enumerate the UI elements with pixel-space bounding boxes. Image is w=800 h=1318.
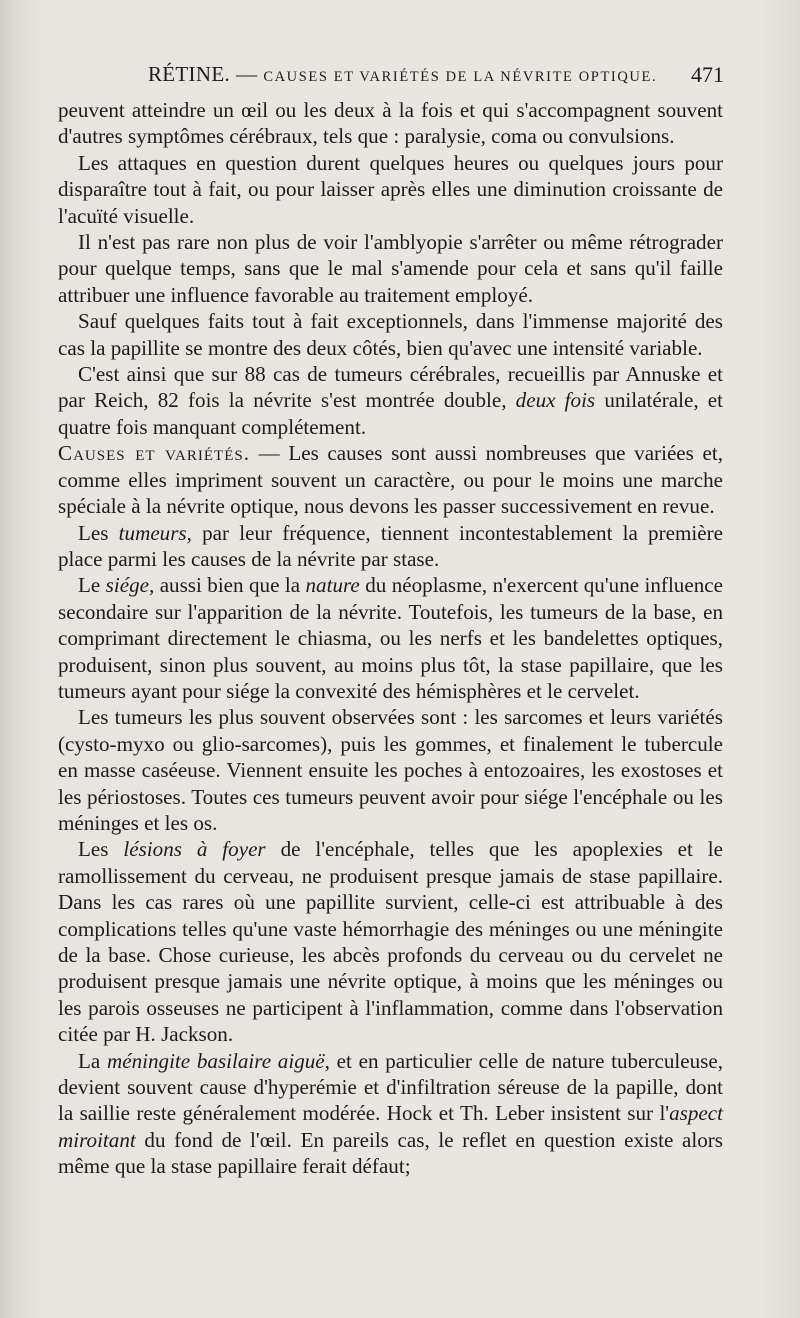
paragraph-9: Les tumeurs les plus souvent observées sont : les sarcomes et leurs variétés (cysto-myxo ou glio-sarcomes), puis les gommes, et finalement le tubercule en masse caséeuse. Viennent ensuite les poches à entozoaires, les exostoses et les périostoses. Toutes ces tumeurs peuvent avoir pour siége l'encéphale ou les méninges et les os. — [58, 705, 723, 835]
running-title — [148, 62, 657, 87]
paragraph-11-text-a: La — [78, 1048, 101, 1073]
running-header — [0, 62, 800, 90]
paragraph-11-italic-2: aspect miroitant — [58, 1101, 723, 1152]
paragraph-8-text-b: aussi bien que la — [159, 573, 301, 598]
paragraph-5 — [58, 361, 723, 440]
paragraph-7-text-b: par leur fréquence, tiennent incontestablement la première place parmi les causes de la névrite par stase. — [58, 520, 723, 571]
paragraph-6 — [58, 440, 723, 519]
paragraph-5-text-b: unilatérale, et quatre fois manquant complétement. — [58, 388, 723, 439]
paragraph-7-text-a: Les — [78, 520, 109, 545]
paragraph-4: Sauf quelques faits tout à fait exceptionnels, dans l'immense majorité des cas la papillite se montre des deux côtés, bien qu'avec une intensité variable. — [58, 309, 723, 360]
paragraph-8-text-a: Le — [78, 573, 101, 598]
paragraph-10-italic: lésions à foyer — [123, 837, 266, 862]
paragraph-1: peuvent atteindre un œil ou les deux à la fois et qui s'accompagnent souvent d'autres symptômes cérébraux, tels que : paralysie, coma ou convulsions. — [58, 98, 723, 149]
paragraph-10-text-a: Les — [78, 837, 109, 862]
paragraph-11 — [58, 1048, 723, 1180]
paragraph-11-text-b: et en particulier celle de nature tuberculeuse, devient souvent cause d'hyperémie et d'infiltration séreuse de la papille, dont la saillie reste généralement modérée. Hock et Th. Leber insistent sur l' — [58, 1048, 724, 1126]
paragraph-10-text-b: de l'encéphale, telles que les apoplexies et le ramollissement du cerveau, ne produisent presque jamais de stase papillaire. Dans les cas rares où une papillite survient, celle-ci est attribuable à des complications telles qu'une vaste hémorrhagie des méninges ou une méningite de la base. Chose curieuse, les abcès profonds du cerveau ou du cervelet ne produisent presque jamais une névrite optique, à moins que les méninges ou les parois osseuses ne participent à l'inflammation, comme dans l'observation citée par H. Jackson. — [58, 837, 724, 1047]
section-heading-causes: Causes et variétés. — [58, 441, 250, 466]
paragraph-8 — [58, 572, 723, 704]
paragraph-5-text-a: C'est ainsi que sur 88 cas de tumeurs cérébrales, recueillis par Annuske et par Reich, 82 fois la névrite s'est montrée double, — [58, 362, 723, 413]
paragraph-8-italic-1: siége, — [105, 573, 155, 598]
paragraph-2: Les attaques en question durent quelques heures ou quelques jours pour disparaître tout à fait, ou pour laisser après elles une diminution croissante de l'acuïté visuelle. — [58, 150, 723, 228]
paragraph-8-text-c: du néoplasme, n'exercent qu'une influence secondaire sur l'apparition de la névrite. Toutefois, les tumeurs de la base, en comprimant directement le chiasma, ou les nerfs et les bandelettes optiques, produisent, sinon plus souvent, au moins plus tôt, la stase papillaire, que les tumeurs ayant pour siége la convexité des hémisphères et le cervelet. — [58, 573, 723, 703]
page-body — [58, 97, 723, 1180]
running-title-sub: CAUSES ET VARIÉTÉS DE LA NÉVRITE OPTIQUE. — [263, 69, 658, 85]
page-number: 471 — [691, 62, 724, 87]
paragraph-3: Il n'est pas rare non plus de voir l'amblyopie s'arrêter ou même rétrograder pour quelque temps, sans que le mal s'amende pour cela et sans qu'il faille attribuer une influence favorable au traitement employé. — [58, 230, 723, 307]
running-title-main: RÉTINE. — [148, 62, 230, 86]
paragraph-5-italic: deux fois — [515, 388, 596, 413]
paragraph-7-italic: tumeurs, — [118, 520, 192, 545]
paragraph-6-text: — Les causes sont aussi nombreuses que variées et, comme elles impriment souvent un caractère, ou pour le moins une marche spéciale à la névrite optique, nous devons les passer successivement en revue. — [58, 441, 723, 519]
running-title-dash: — — [236, 62, 258, 86]
paragraph-11-italic-1: méningite basilaire aiguë, — [106, 1048, 330, 1073]
paragraph-7 — [58, 520, 723, 573]
paragraph-11-text-c: du fond de l'œil. En pareils cas, le reflet en question existe alors même que la stase papillaire ferait défaut; — [58, 1127, 723, 1179]
paragraph-8-italic-2: nature — [305, 573, 360, 598]
paragraph-10 — [58, 836, 723, 1047]
